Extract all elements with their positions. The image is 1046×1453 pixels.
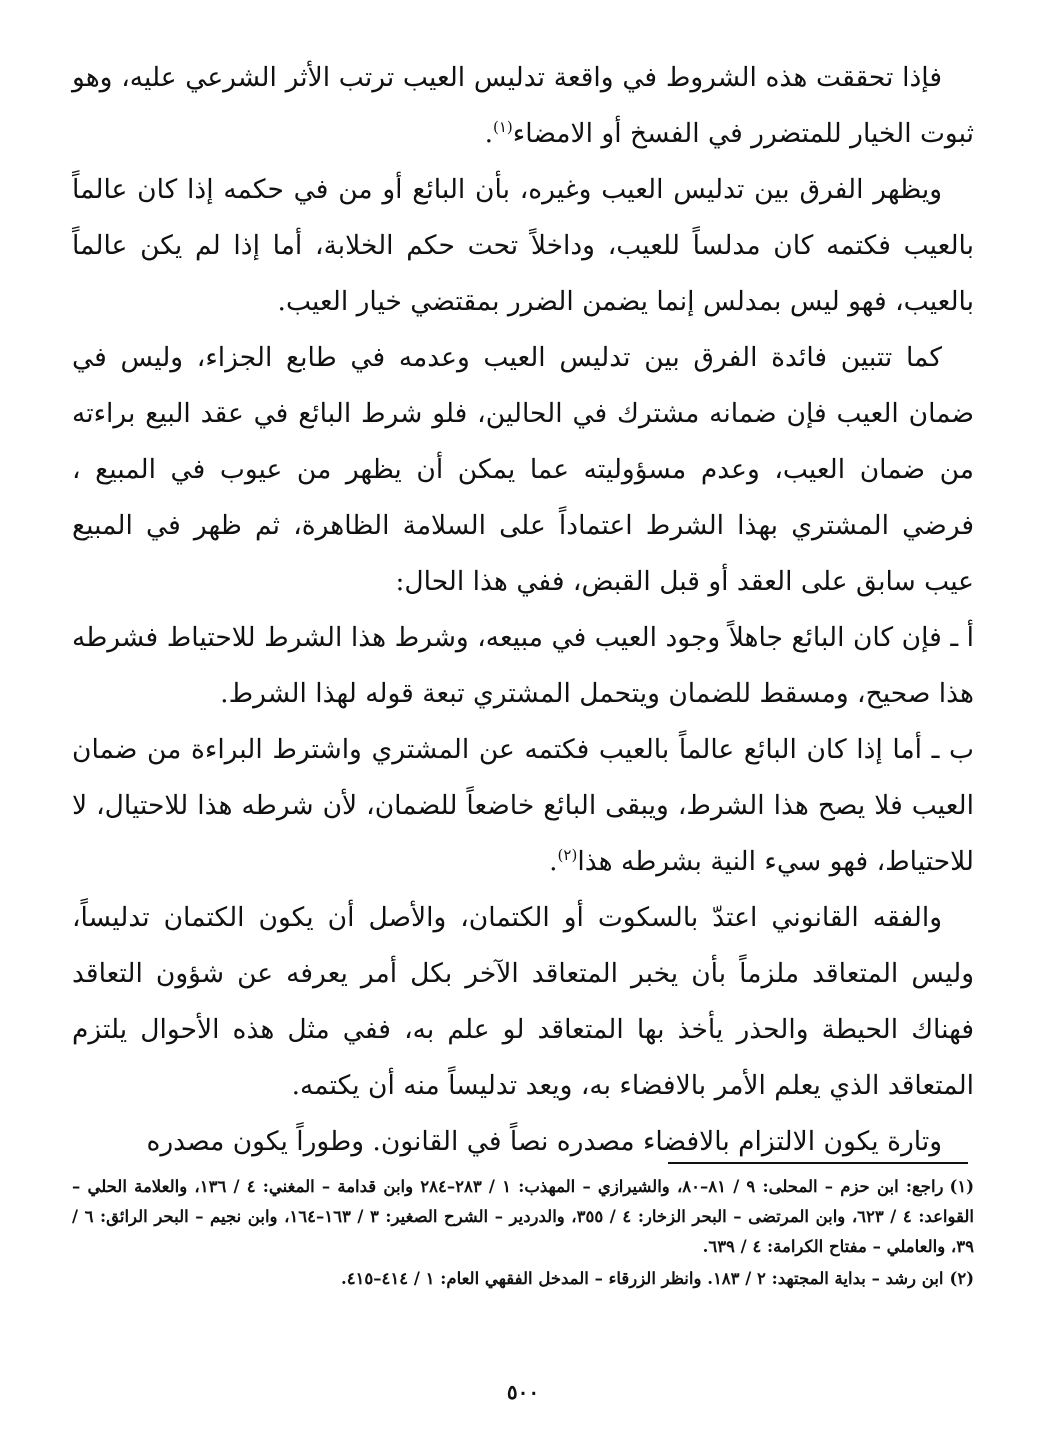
footnote-1-text: راجع: ابن حزم – المحلى: ٩ / ٨١–٨٠، والشيرازي – المهذب: ١ / ٢٨٣–٢٨٤ وابن قدامة – المغني: ٤ / ١٣٦، والعلامة الحلي – القواعد: ٤ / ٦٢٣، وابن المرتضى – البحر الزخار: ٤ / ٣٥٥، والدردير – الشرح الصغير: ٣ / ١٦٣–١٦٤، وابن نجيم – البحر الرائق: ٦ / ٣٩، والعاملي – مفتاح الكرامة: ٤ / ٦٣٩. [72, 1177, 975, 1256]
footnote-divider [668, 1162, 968, 1164]
paragraph-1 [72, 50, 974, 162]
footnote-2-text: ابن رشد – بداية المجتهد: ٢ / ١٨٣. وانظر الزرقاء – المدخل الفقهي العام: ١ / ٤١٤–٤١٥. [340, 1269, 944, 1288]
paragraph-6: والفقه القانوني اعتدّ بالسكوت أو الكتمان، والأصل أن يكون الكتمان تدليساً، وليس المتعاقد ملزماً بأن يخبر المتعاقد الآخر بكل أمر يعرفه عن شؤون التعاقد فهناك الحيطة والحذر يأخذ بها المتعاقد لو علم به، ففي مثل هذه الأحوال يلتزم المتعاقد الذي يعلم الأمر بالافضاء به، ويعد تدليساً منه أن يكتمه. [72, 902, 974, 1101]
footnote-2 [72, 1264, 974, 1294]
footnote-ref-1[interactable]: (١) [493, 118, 513, 137]
main-text [72, 50, 974, 1170]
page-body [72, 50, 974, 1170]
footnote-1 [72, 1172, 974, 1262]
paragraph-5-text: ب ـ أما إذا كان البائع عالماً بالعيب فكتمه عن المشتري واشترط البراءة من ضمان العيب فلا يصح هذا الشرط، ويبقى البائع خاضعاً للضمان، لأن شرطه هذا للاحتيال، لا للاحتياط، فهو سيء النية بشرطه هذا [72, 734, 974, 877]
footnote-2-number: (٢) [949, 1269, 974, 1288]
paragraph-4: أ ـ فإن كان البائع جاهلاً وجود العيب في مبيعه، وشرط هذا الشرط للاحتياط فشرطه هذا صحيح، ومسقط للضمان ويتحمل المشتري تبعة قوله لهذا الشرط. [72, 622, 974, 709]
paragraph-1-end: . [484, 118, 493, 149]
footnote-1-number: (١) [949, 1177, 975, 1196]
footnotes-section [72, 1172, 974, 1296]
footnote-ref-2[interactable]: (٢) [557, 846, 578, 865]
page-number: ٥٠٠ [506, 1380, 540, 1404]
paragraph-5 [72, 722, 974, 890]
paragraph-3: كما تتبين فائدة الفرق بين تدليس العيب وعدمه في طابع الجزاء، وليس في ضمان العيب فإن ضمانه مشترك في الحالين، فلو شرط البائع في عقد البيع براءته من ضمان العيب، وعدم مسؤوليته عما يمكن أن يظهر من عيوب في المبيع ، فرضي المشتري بهذا الشرط اعتماداً على السلامة الظاهرة، ثم ظهر في المبيع عيب سابق على العقد أو قبل القبض، ففي هذا الحال: [72, 342, 974, 597]
paragraph-2: ويظهر الفرق بين تدليس العيب وغيره، بأن البائع أو من في حكمه إذا كان عالماً بالعيب فكتمه كان مدلساً للعيب، وداخلاً تحت حكم الخلابة، أما إذا لم يكن عالماً بالعيب، فهو ليس بمدلس إنما يضمن الضرر بمقتضي خيار العيب. [72, 174, 974, 317]
paragraph-5-end: . [549, 846, 558, 877]
paragraph-7: وتارة يكون الالتزام بالافضاء مصدره نصاً في القانون. وطوراً يكون مصدره [146, 1126, 942, 1157]
paragraph-1-text: فإذا تحققت هذه الشروط في واقعة تدليس العيب ترتب الأثر الشرعي عليه، وهو ثبوت الخيار للمتضرر في الفسخ أو الامضاء [72, 62, 974, 149]
